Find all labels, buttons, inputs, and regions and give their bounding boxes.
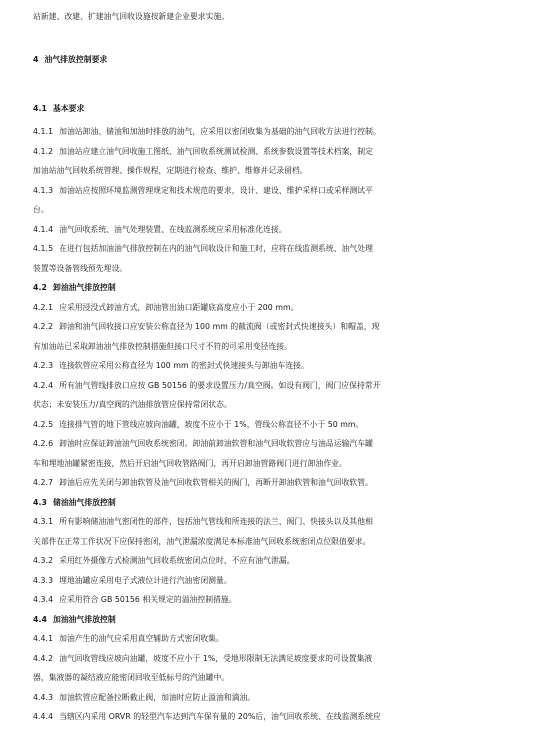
intro-continuation: 站新建、改建、扩建油气回收设施按新建企业要求实施。 <box>33 12 230 21</box>
section-title: 基本要求 <box>52 104 85 113</box>
section-number: 4.3 <box>33 498 47 507</box>
clause-4-2-6-cont: 车和埋地油罐紧密连接，然后开启油气回收管路阀门，再开启卸油管路阀门进行卸油作业。 <box>33 459 347 468</box>
clause-number: 4.3.3 <box>33 576 54 585</box>
clause-text: 在进行包括加油油气排放控制在内的油气回收设计和施工时，应将在线监测系统、油气处理 <box>59 244 373 253</box>
clause-4-2-6 <box>33 439 505 449</box>
clause-4-2-1 <box>33 303 505 313</box>
clause-text: 卸油和油气回收接口应安装公称直径为 100 mm 的截流阀（或密封式快速接头）和帽盖，现 <box>59 322 380 331</box>
clause-4-4-2 <box>33 654 505 664</box>
section-number: 4.1 <box>33 104 47 113</box>
clause-text: 所有影响储油油气密闭性的部件，包括油气管线和所连接的法兰、阀门、快接头以及其他相 <box>59 517 373 526</box>
clause-number: 4.4.1 <box>33 634 54 643</box>
clause-4-2-4-cont: 状态；未安装压力/真空阀的汽油排放管应保持常闭状态。 <box>33 400 232 409</box>
clause-text: 卸油时应保证卸油油气回收系统密闭。卸油前卸油软管和油气回收软管应与油品运输汽车罐 <box>59 439 373 448</box>
clause-4-1-3-cont: 台。 <box>33 205 49 214</box>
section-4-2-heading <box>33 283 505 293</box>
clause-text: 应采用符合 GB 50156 相关规定的溢油控制措施。 <box>59 595 237 604</box>
clause-text: 加油站应建立油气回收施工图纸、油气回收系统测试检测、系统参数设置等技术档案，制定 <box>59 147 373 156</box>
clause-number: 4.1.1 <box>33 127 54 136</box>
clause-number: 4.2.1 <box>33 303 54 312</box>
clause-number: 4.2.6 <box>33 439 54 448</box>
section-4-1-heading <box>33 104 505 114</box>
clause-text: 应采用浸没式卸油方式，卸油管出油口距罐底高度应小于 200 mm。 <box>59 303 299 312</box>
section-title: 卸油油气排放控制 <box>52 283 116 292</box>
clause-text: 加油软管应配备拉断截止阀，加油时应防止溢油和滴油。 <box>59 693 256 702</box>
clause-4-1-5 <box>33 244 505 254</box>
clause-text: 埋地油罐应采用电子式液位计进行汽油密闭测量。 <box>59 576 232 585</box>
clause-number: 4.4.4 <box>33 712 54 721</box>
clause-4-1-1 <box>33 127 505 137</box>
clause-4-4-1 <box>33 634 505 644</box>
clause-number: 4.2.5 <box>33 420 54 429</box>
clause-number: 4.3.4 <box>33 595 54 604</box>
clause-4-2-2-cont: 有加油站已采取卸油油气排放控制措施但接口尺寸不符的可采用变径连接。 <box>33 342 292 351</box>
clause-number: 4.1.5 <box>33 244 54 253</box>
clause-text: 连接排气管的地下管线应坡向油罐，坡度不应小于 1%，管线公称直径不小于 50 mm。 <box>59 420 364 429</box>
clause-text: 加油站应按照环境监测管理规定和技术规范的要求，设计、建设、维护采样口或采样测试平 <box>59 186 373 195</box>
section-number: 4 <box>33 55 39 64</box>
section-title: 加油油气排放控制 <box>52 615 116 624</box>
clause-number: 4.2.3 <box>33 361 54 370</box>
clause-4-2-2 <box>33 322 505 332</box>
clause-4-1-3 <box>33 186 505 196</box>
clause-text: 当辖区内采用 ORVR 的轻型汽车达到汽车保有量的 20%后，油气回收系统、在线监测系统应 <box>59 712 381 721</box>
clause-number: 4.4.3 <box>33 693 54 702</box>
clause-4-3-2 <box>33 556 505 566</box>
section-4-heading <box>33 55 505 65</box>
clause-4-4-3 <box>33 693 505 703</box>
section-4-3-heading <box>33 498 505 508</box>
clause-text: 油气回收系统、油气处理装置、在线监测系统应采用标准化连接。 <box>59 225 287 234</box>
section-number: 4.2 <box>33 283 47 292</box>
clause-4-3-1 <box>33 517 505 527</box>
clause-4-2-7 <box>33 478 505 488</box>
section-4-4-heading <box>33 615 505 625</box>
clause-number: 4.3.1 <box>33 517 54 526</box>
clause-4-1-2 <box>33 147 505 157</box>
clause-text: 油气回收管线应坡向油罐，坡度不应小于 1%，受地形限制无法满足坡度要求的可设置集液 <box>59 654 373 663</box>
clause-4-3-1-cont: 关部件在正常工作状况下应保持密闭，油气泄漏浓度满足本标准油气回收系统密闭点位限值要求。 <box>33 537 371 546</box>
clause-text: 所有油气管线排放口应按 GB 50156 的要求设置压力/真空阀。如设有阀门，阀门应保持常开 <box>59 381 381 390</box>
clause-4-2-5 <box>33 420 505 430</box>
clause-number: 4.1.2 <box>33 147 54 156</box>
clause-text: 采用红外摄像方式检测油气回收系统密闭点位时，不应有油气泄漏。 <box>59 556 295 565</box>
clause-4-1-5-cont: 装置等设备管线预先埋设。 <box>33 264 128 273</box>
clause-text: 加油站卸油、储油和加油时排放的油气，应采用以密闭收集为基础的油气回收方法进行控制。 <box>59 127 381 136</box>
section-title: 储油油气排放控制 <box>52 498 116 507</box>
clause-text: 连接软管应采用公称直径为 100 mm 的密封式快速接头与卸油车连接。 <box>59 361 309 370</box>
clause-number: 4.2.2 <box>33 322 54 331</box>
clause-4-1-2-cont: 加油站油气回收系统管理、操作规程，定期进行检查、维护、维修并记录留档。 <box>33 166 308 175</box>
clause-4-4-4 <box>33 712 505 722</box>
clause-4-4-2-cont: 器，集液器的凝结液应能密闭回收至低标号的汽油罐中。 <box>33 673 230 682</box>
clause-4-3-4 <box>33 595 505 605</box>
clause-number: 4.1.3 <box>33 186 54 195</box>
clause-4-3-3 <box>33 576 505 586</box>
clause-number: 4.4.2 <box>33 654 54 663</box>
clause-4-1-4 <box>33 225 505 235</box>
clause-number: 4.2.7 <box>33 478 54 487</box>
clause-number: 4.2.4 <box>33 381 54 390</box>
clause-text: 加油产生的油气应采用真空辅助方式密闭收集。 <box>59 634 224 643</box>
clause-number: 4.1.4 <box>33 225 54 234</box>
clause-number: 4.3.2 <box>33 556 54 565</box>
clause-4-2-4 <box>33 381 505 391</box>
section-number: 4.4 <box>33 615 47 624</box>
section-title: 油气排放控制要求 <box>44 55 108 64</box>
clause-4-2-3 <box>33 361 505 371</box>
clause-text: 卸油后应先关闭与卸油软管及油气回收软管相关的阀门，再断开卸油软管和油气回收软管。 <box>59 478 373 487</box>
